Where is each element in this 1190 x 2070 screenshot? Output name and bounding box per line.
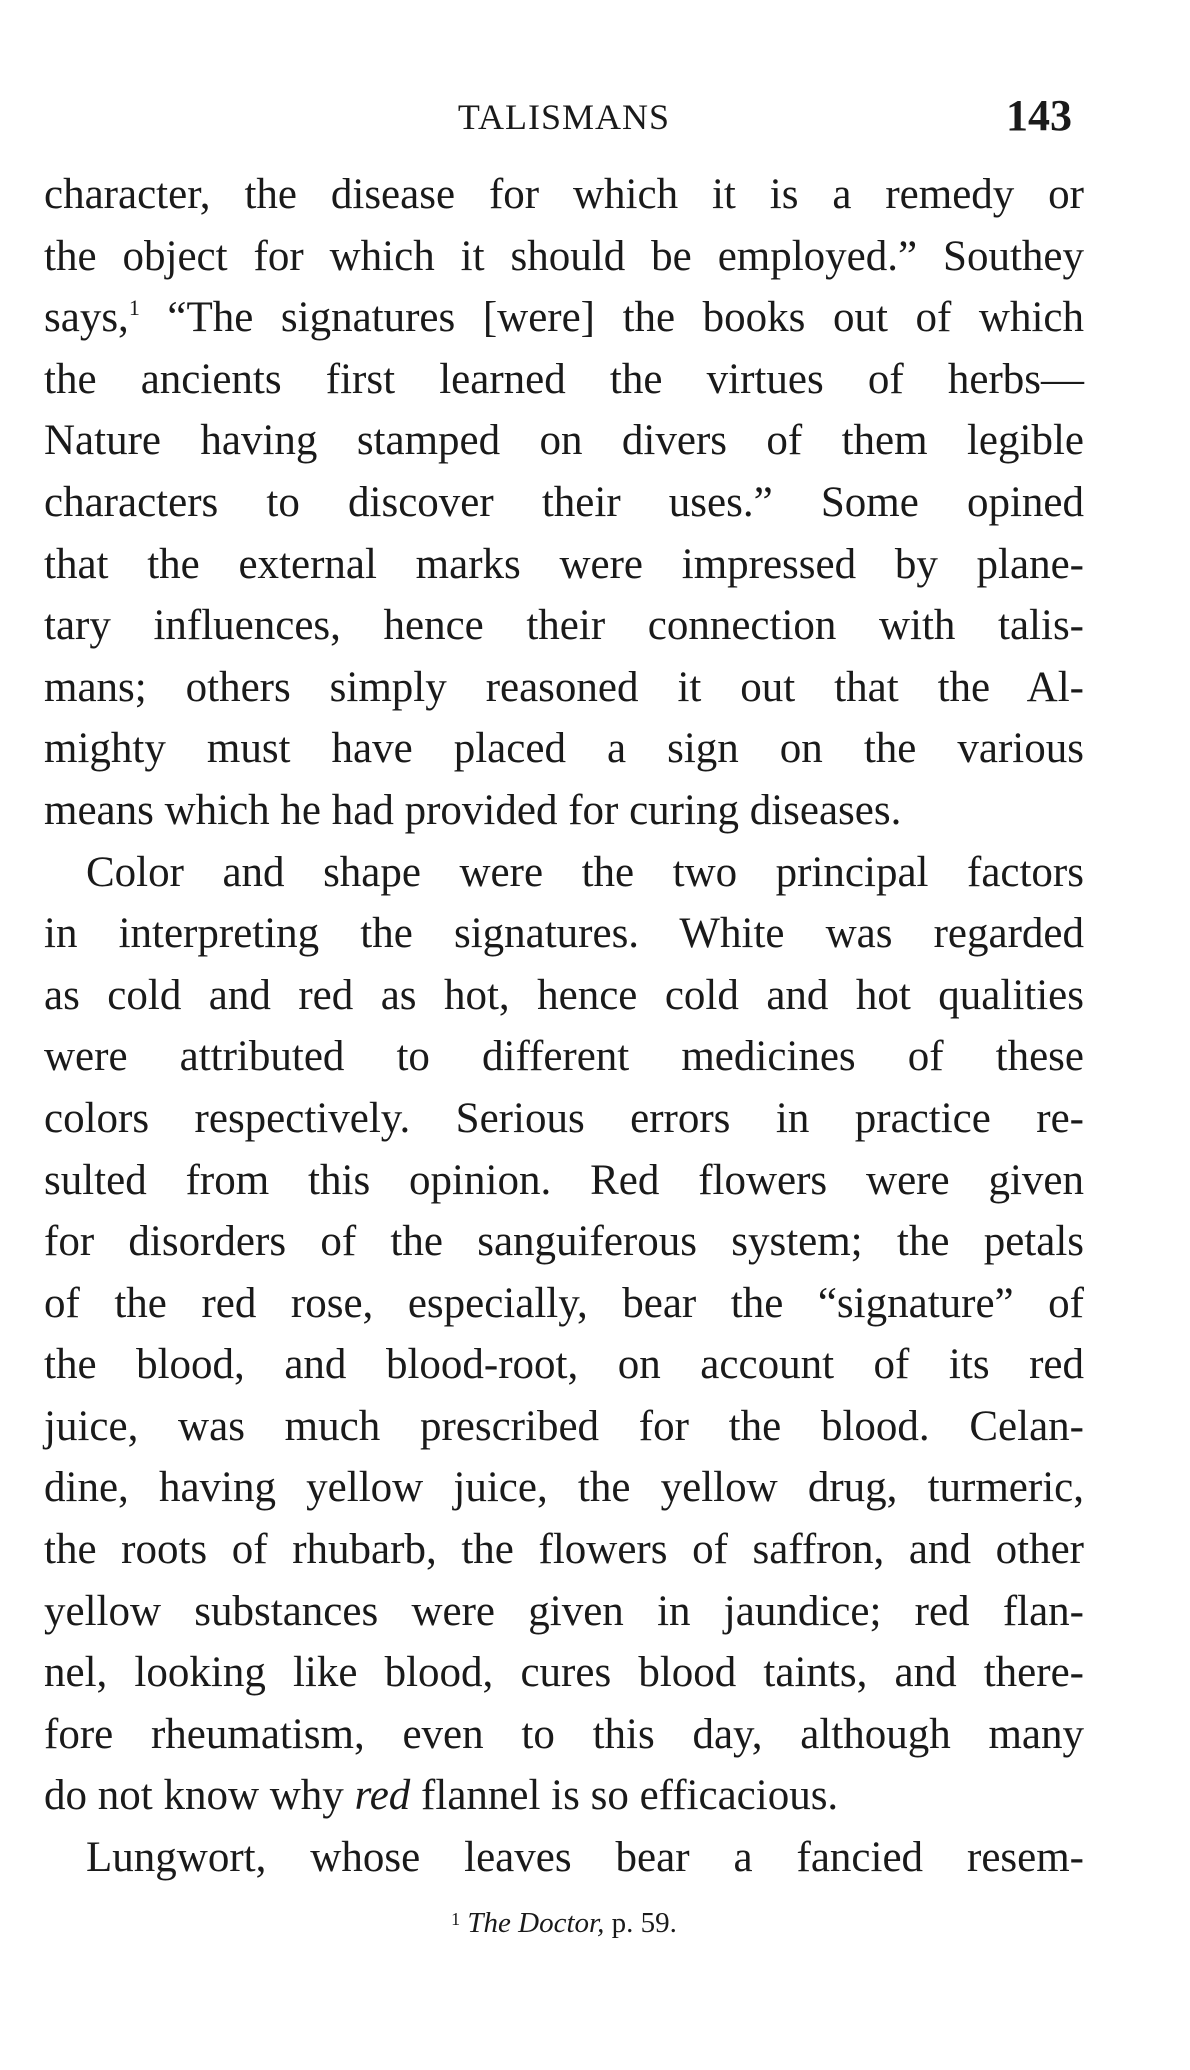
text-line-24: yellow substances were given in jaundice; red flan- (44, 1587, 1084, 1635)
text-line-18: for disorders of the sanguiferous system; the petals (44, 1218, 1084, 1266)
text-line-26: fore rheumatism, even to this day, although many (44, 1710, 1084, 1758)
text-line-23: the roots of rhubarb, the flowers of saffron, and other (44, 1526, 1084, 1574)
footnote-marker: 1 (451, 1908, 461, 1929)
text-line-3 (44, 287, 1084, 349)
text-line-2: the object for which it should be employed.” Southey (44, 232, 1084, 280)
text-segment: says, (44, 294, 129, 342)
text-line-13: in interpreting the signatures. White was regarded (44, 910, 1084, 958)
text-line-1: character, the disease for which it is a remedy or (44, 171, 1084, 218)
text-line-17: sulted from this opinion. Red flowers were given (44, 1156, 1084, 1204)
text-line-28: Lungwort, whose leaves bear a fancied resem- (86, 1834, 1084, 1882)
text-line-20: the blood, and blood-root, on account of its red (44, 1341, 1084, 1389)
text-line-10: mighty must have placed a sign on the various (44, 725, 1084, 773)
text-line-12: Color and shape were the two principal factors (86, 848, 1084, 896)
running-title: TALISMANS (457, 97, 671, 137)
text-line-25: nel, looking like blood, cures blood taints, and there- (44, 1649, 1084, 1697)
text-line-11: means which he had provided for curing diseases. (44, 786, 902, 834)
text-line-4: the ancients first learned the virtues of herbs— (44, 355, 1084, 403)
page-number: 143 (1006, 91, 1072, 140)
text-line-15: were attributed to different medicines of these (44, 1033, 1084, 1081)
text-line-22: dine, having yellow juice, the yellow drug, turmeric, (44, 1464, 1084, 1512)
text-line-9: mans; others simply reasoned it out that the Al- (44, 663, 1084, 711)
footnote-citation: p. 59. (604, 1906, 677, 1939)
footnote (44, 1907, 1084, 1940)
text-line-27 (44, 1765, 1084, 1827)
text-line-19: of the red rose, especially, bear the “signature” of (44, 1279, 1084, 1327)
text-line-21: juice, was much prescribed for the blood. Celan- (44, 1402, 1084, 1450)
body-text (44, 164, 1084, 1889)
text-segment: “The signatures [were] the books out of which (139, 294, 1084, 342)
text-line-7: that the external marks were impressed by plane- (44, 540, 1084, 588)
text-line-16: colors respectively. Serious errors in practice re- (44, 1094, 1084, 1142)
text-segment: do not know why (44, 1772, 355, 1820)
text-segment: flannel is so efficacious. (410, 1772, 839, 1820)
text-line-5: Nature having stamped on divers of them legible (44, 417, 1084, 465)
book-page (44, 90, 1084, 1940)
footnote-title: The Doctor, (467, 1906, 605, 1939)
text-line-8: tary influences, hence their connection with talis- (44, 602, 1084, 650)
footnote-reference: 1 (128, 295, 140, 321)
italic-word: red (354, 1772, 411, 1820)
text-line-6: characters to discover their uses.” Some opined (44, 478, 1084, 526)
text-line-14: as cold and red as hot, hence cold and hot qualities (44, 971, 1084, 1019)
running-head (44, 90, 1084, 160)
